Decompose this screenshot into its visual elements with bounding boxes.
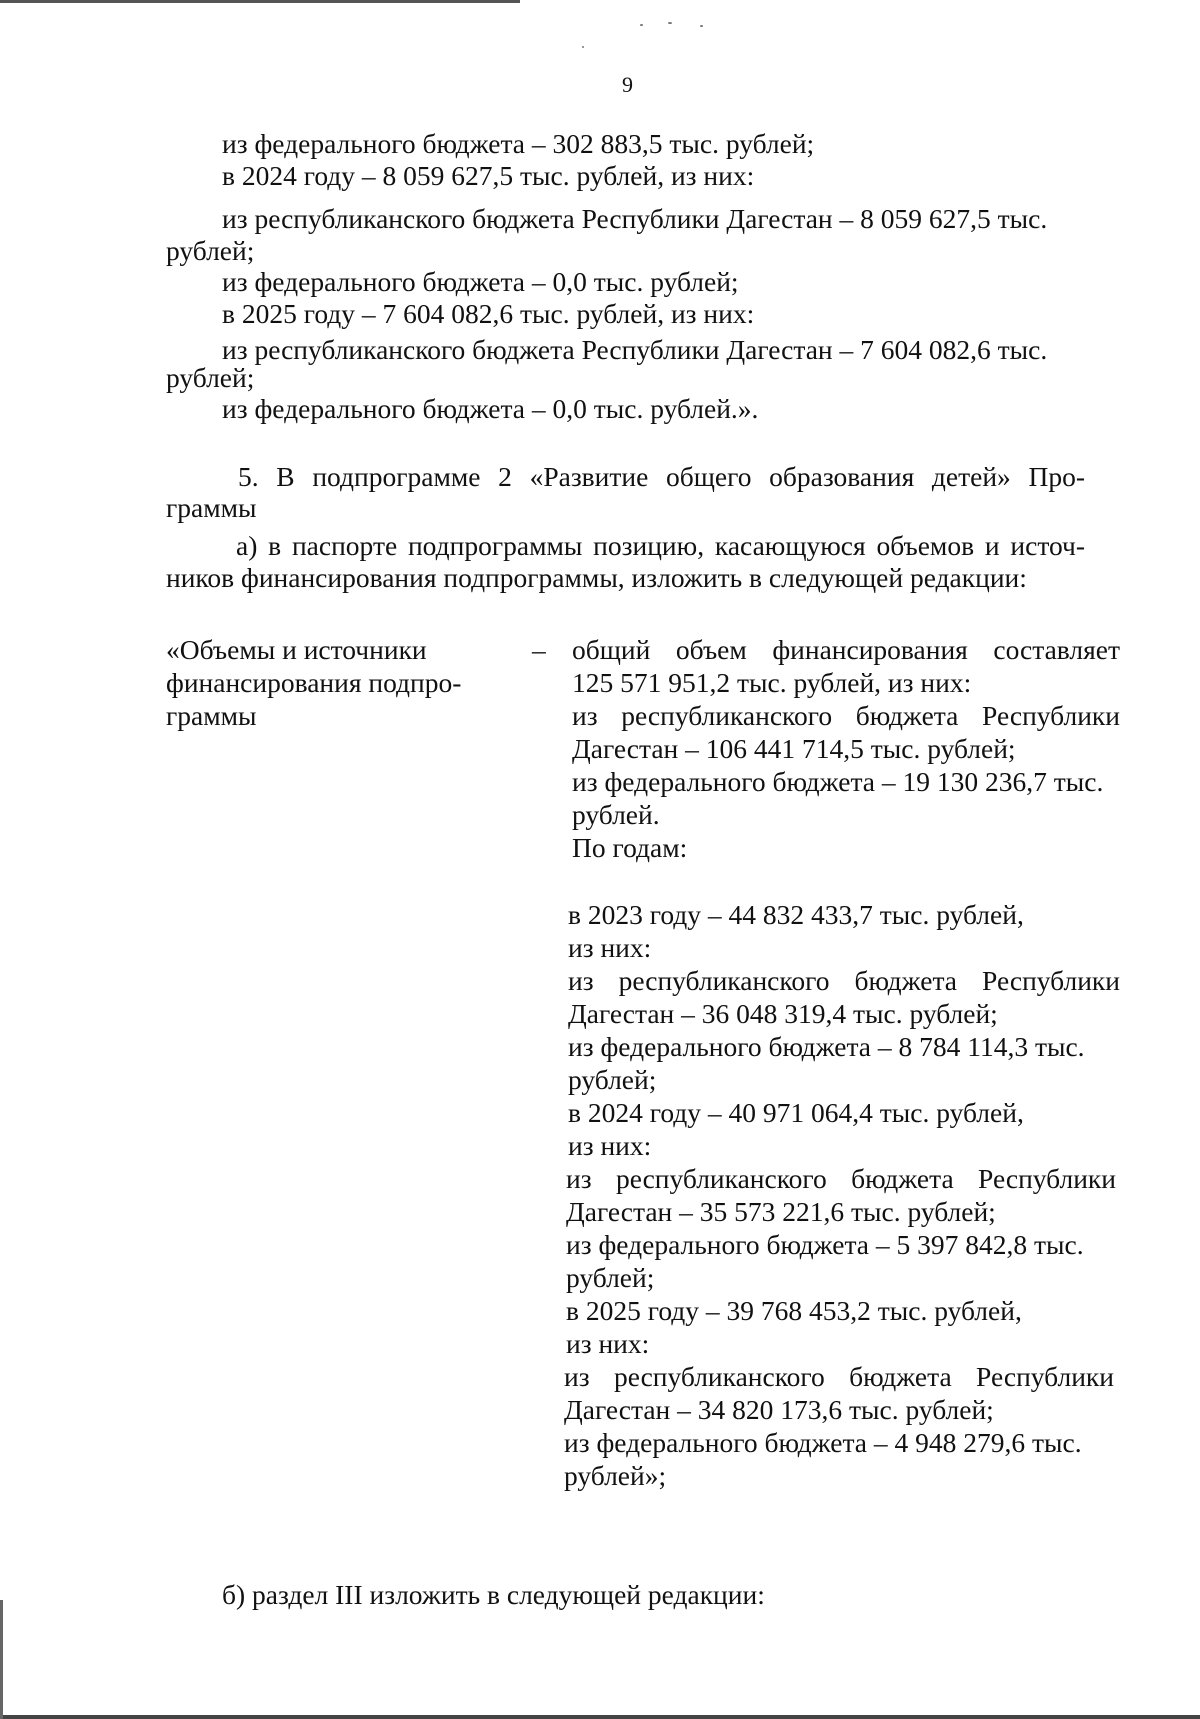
passport-value-line: из республиканского бюджета Республики: [564, 1361, 1114, 1392]
passport-value-line: рублей.: [572, 799, 660, 830]
passport-value-line: в 2025 году – 39 768 453,2 тыс. рублей,: [566, 1295, 1022, 1326]
paragraph-line: из федерального бюджета – 0,0 тыс. рублей.».: [222, 393, 759, 424]
passport-value-line: в 2023 году – 44 832 433,7 тыс. рублей,: [568, 899, 1024, 930]
scan-edge-top: [0, 0, 520, 3]
passport-value-line: рублей;: [568, 1064, 657, 1095]
paragraph-line: рублей;: [166, 235, 255, 266]
section-heading-line: 5. В подпрограмме 2 «Развитие общего образования детей» Про-: [238, 461, 1085, 492]
passport-label-line: финансирования подпро-: [166, 667, 462, 698]
paragraph-line: а) в паспорте подпрограммы позицию, касающуюся объемов и источ-: [236, 530, 1085, 561]
paragraph-line: из республиканского бюджета Республики Дагестан – 8 059 627,5 тыс.: [222, 203, 1048, 234]
passport-value-line: 125 571 951,2 тыс. рублей, из них:: [572, 667, 972, 698]
passport-value-line: из федерального бюджета – 5 397 842,8 тыс.: [566, 1229, 1084, 1260]
passport-value-line: Дагестан – 106 441 714,5 тыс. рублей;: [572, 733, 1016, 764]
passport-label-line: граммы: [166, 700, 257, 731]
paragraph-line: из федерального бюджета – 0,0 тыс. рублей;: [222, 266, 739, 297]
passport-value-line: из них:: [566, 1328, 650, 1359]
passport-value-line: Дагестан – 35 573 221,6 тыс. рублей;: [566, 1196, 996, 1227]
passport-value-line: рублей;: [566, 1262, 655, 1293]
paragraph-line: из республиканского бюджета Республики Дагестан – 7 604 082,6 тыс.: [222, 334, 1048, 365]
passport-value-line: рублей»;: [564, 1460, 667, 1491]
passport-value-line: общий объем финансирования составляет: [572, 634, 1120, 665]
passport-value-line: По годам:: [572, 832, 688, 863]
passport-value-line: из федерального бюджета – 4 948 279,6 тыс.: [564, 1427, 1082, 1458]
paragraph-line: в 2025 году – 7 604 082,6 тыс. рублей, из них:: [222, 298, 755, 329]
section-heading-line: граммы: [166, 492, 257, 523]
passport-value-line: из них:: [568, 1130, 652, 1161]
paragraph-line: б) раздел III изложить в следующей редакции:: [222, 1579, 765, 1610]
page-number: 9: [622, 72, 633, 97]
passport-value-line: из республиканского бюджета Республики: [572, 700, 1120, 731]
scan-speck: [700, 25, 703, 27]
passport-dash: –: [532, 634, 546, 665]
scan-speck: [640, 24, 643, 26]
passport-value-line: из них:: [568, 932, 652, 963]
scan-speck: [668, 22, 672, 24]
passport-value-line: из федерального бюджета – 8 784 114,3 тыс.: [568, 1031, 1085, 1062]
passport-label-line: «Объемы и источники: [166, 634, 427, 665]
passport-value-line: из республиканского бюджета Республики: [566, 1163, 1116, 1194]
paragraph-line: ников финансирования подпрограммы, изложить в следующей редакции:: [166, 562, 1027, 593]
passport-value-line: Дагестан – 34 820 173,6 тыс. рублей;: [564, 1394, 994, 1425]
paragraph-line: в 2024 году – 8 059 627,5 тыс. рублей, из них:: [222, 160, 755, 191]
passport-value-line: в 2024 году – 40 971 064,4 тыс. рублей,: [568, 1097, 1024, 1128]
passport-value-line: из федерального бюджета – 19 130 236,7 тыс.: [572, 766, 1104, 797]
scan-speck: [582, 46, 584, 48]
passport-value-line: из республиканского бюджета Республики: [568, 965, 1120, 996]
paragraph-line: из федерального бюджета – 302 883,5 тыс. рублей;: [222, 128, 815, 159]
scan-edge-left: [0, 1600, 3, 1719]
paragraph-line: рублей;: [166, 362, 255, 393]
scan-edge-bottom: [0, 1715, 1200, 1719]
passport-value-line: Дагестан – 36 048 319,4 тыс. рублей;: [568, 998, 998, 1029]
